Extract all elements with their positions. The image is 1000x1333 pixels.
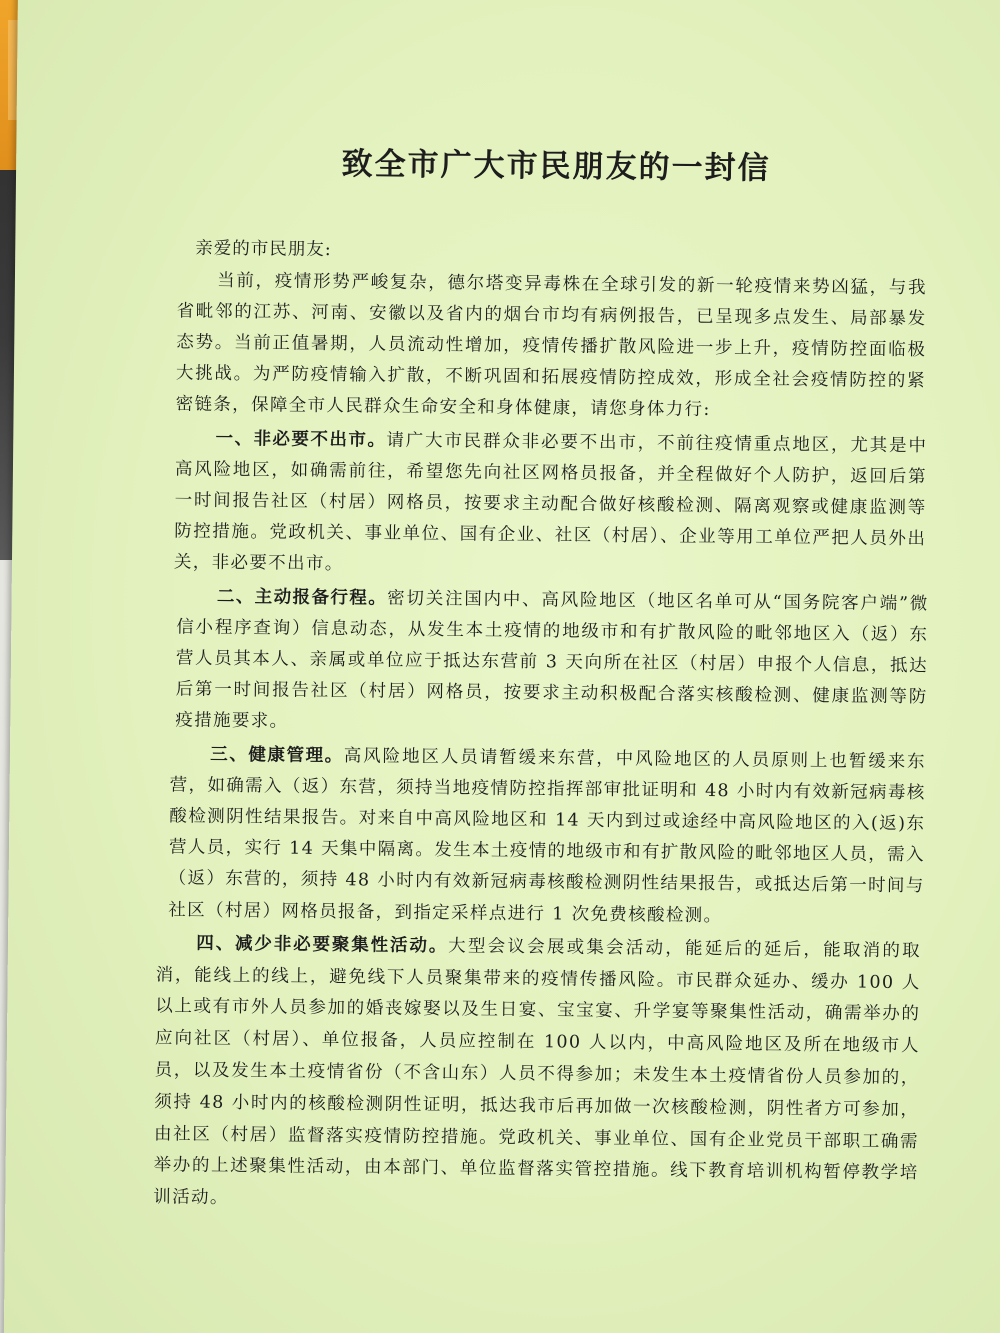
section-4-body: 大型会议会展或集会活动，能延后的延后，能取消的取消，能线上的线上，避免线下人员聚集带来的疫情传播风险。市民群众延办、缓办 100 人以上或有市外人员参加的婚丧嫁娶以及生日宴、宝宝宴、升学宴等聚集性活动，确需举办的应向社区（村居）、单位报备，人员应控制在 100 人以内，中高风险地区及所在地级市人员，以及发生本土疫情省份（不含山东）人员不得参加；未发生本土疫情省份人员参加的，须持 48 小时内的核酸检测阴性证明，抵达我市后再加做一次核酸检测，阴性者方可参加，由社区（村居）监督落实疫情防控措施。党政机关、事业单位、国有企业党员干部职工确需举办的上述聚集性活动，由本部门、单位监督落实管控措施。线下教育培训机构暂停教学培训活动。: [153, 936, 922, 1209]
section-1: [174, 423, 928, 587]
letter-paper: [4, 0, 1000, 1333]
section-2-heading: 二、主动报备行程。: [216, 586, 388, 609]
section-3: [168, 739, 926, 934]
section-2: [175, 581, 929, 745]
page-title: 致全市广大市民朋友的一封信: [341, 146, 771, 187]
section-1-heading: 一、非必要不出市。: [215, 428, 387, 451]
intro-paragraph: 当前，疫情形势严峻复杂，德尔塔变异毒株在全球引发的新一轮疫情来势凶猛，与我省毗邻的江苏、河南、安徽以及省内的烟台市均有病例报告，已呈现多点发生、局部暴发态势。当前正值暑期，人员流动性增加，疫情传播扩散风险进一步上升，疫情防控面临极大挑战。为严防疫情输入扩散，不断巩固和拓展疫情防控成效，形成全社会疫情防控的紧密链条，保障全市人民群众生命安全和身体健康，请您身体力行:: [175, 270, 928, 421]
section-3-body: 高风险地区人员请暂缓来东营，中风险地区的人员原则上也暂缓来东营，如确需入（返）东营，须持当地疫情防控指挥部审批证明和 48 小时内有效新冠病毒核酸检测阴性结果报告。对来自中高风险地区和 14 天内到过或途经中高风险地区的入(返)东营人员，实行 14 天集中隔离。发生本土疫情的地级市和有扩散风险的毗邻地区人员，需入（返）东营的，须持 48 小时内有效新冠病毒核酸检测阴性结果报告，或抵达后第一时间与社区（村居）网格员报备，到指定采样点进行 1 次免费核酸检测。: [168, 745, 927, 926]
letter-body: [145, 136, 936, 1222]
section-3-heading: 三、健康管理。: [210, 744, 344, 766]
section-1-body: 请广大市民群众非必要不出市，不前往疫情重点地区，尤其是中高风险地区，如确需前往，希望您先向社区网格员报备，并全程做好个人防护，返回后第一时间报告社区（村居）网格员，按要求主动配合做好核酸检测、隔离观察或健康监测等防控措施。党政机关、事业单位、国有企业、社区（村居）、企业等用工单位严把人员外出关，非必要不出市。: [173, 430, 928, 575]
section-4: [153, 928, 921, 1222]
salutation: 亲爱的市民朋友:: [195, 238, 332, 261]
section-2-body: 密切关注国内中、高风险地区（地区名单可从“国务院客户端”微信小程序查询）信息动态，从发生本土疫情的地级市和有扩散风险的毗邻地区入（返）东营人员其本人、亲属或单位应于抵达东营前 3 天向所在社区（村居）申报个人信息，抵达后第一时间报告社区（村居）网格员，按要求主动积极配合落实核酸检测、健康监测等防疫措施要求。: [175, 588, 929, 732]
section-4-heading: 四、减少非必要聚集性活动。: [196, 933, 449, 957]
